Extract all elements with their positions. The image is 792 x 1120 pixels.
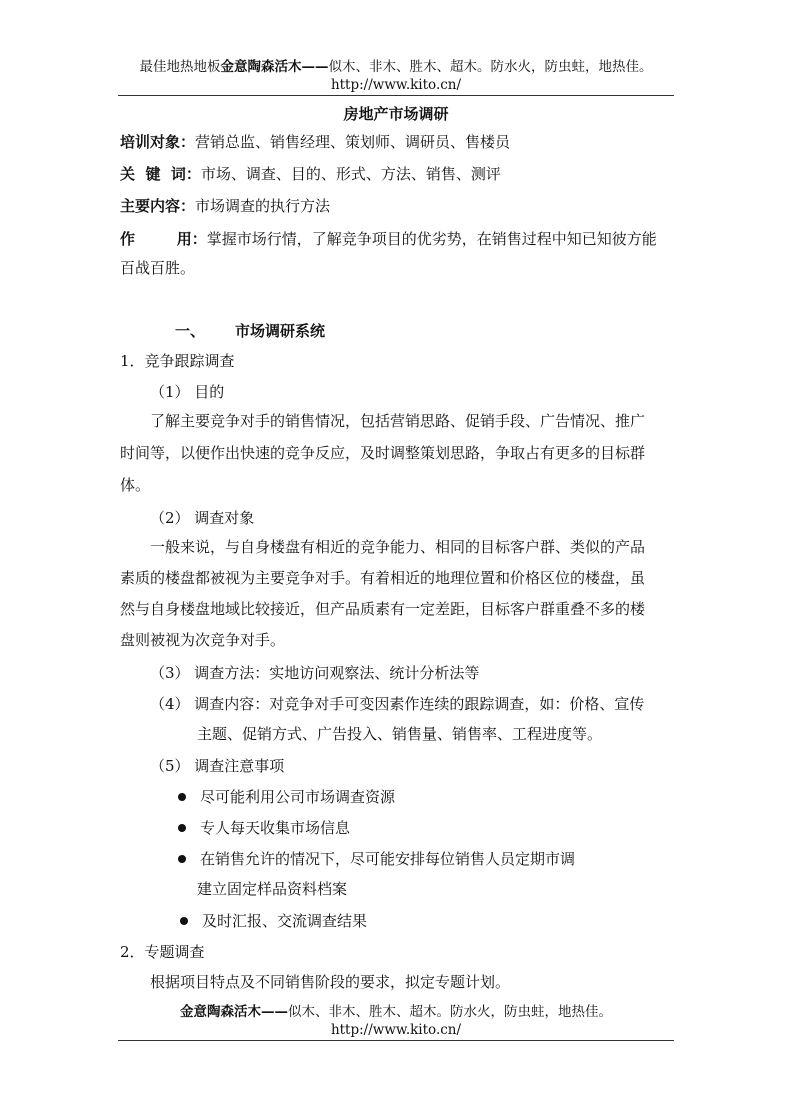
subitem-target: （2） 调查对象: [150, 509, 255, 527]
header-brand: 金意陶森活木——: [220, 59, 329, 75]
paragraph-line: 时间等，以便作出快速的竞争反应，及时调整策划思路，争取占有更多的目标群: [120, 444, 646, 462]
list-item-text: 在销售允许的情况下，尽可能安排每位销售人员定期市调: [200, 850, 576, 868]
subitem-method: （3） 调查方法：实地访问观察法、统计分析法等: [150, 664, 480, 682]
page-footer: [118, 1003, 674, 1021]
paragraph-line: 素质的楼盘都被视为主要竞争对手。有着相近的地理位置和价格区位的楼盘，虽: [120, 569, 646, 587]
subitem-purpose: （1） 目的: [150, 383, 225, 401]
paragraph-line: 一般来说，与自身楼盘有相近的竞争能力、相同的目标客户群、类似的产品: [150, 538, 646, 556]
paragraph-line: 然与自身楼盘地域比较接近，但产品质素有一定差距，目标客户群重叠不多的楼: [120, 600, 646, 618]
bullet-icon: [178, 793, 186, 801]
footer-slogan: 似木、非木、胜木、超木。防水火，防虫蛀，地热佳。: [288, 1004, 612, 1020]
paragraph-line: 根据项目特点及不同销售阶段的要求，拟定专题计划。: [150, 973, 511, 991]
subitem-content-cont: 主题、促销方式、广告投入、销售量、销售率、工程进度等。: [197, 725, 603, 743]
meta-value: 市场调查的执行方法: [195, 197, 331, 215]
meta-label: 主要内容：: [120, 197, 196, 215]
item-topic-survey: 2．专题调查: [120, 943, 205, 961]
document-title: 房地产市场调研: [343, 105, 449, 123]
meta-value: 市场、调查、目的、形式、方法、销售、测评: [200, 165, 501, 183]
meta-trainees: [120, 132, 510, 152]
list-item: [178, 787, 395, 807]
paragraph-line: 盘则被视为次竞争对手。: [120, 631, 286, 649]
list-item: [180, 911, 367, 931]
section-heading: [175, 321, 325, 341]
meta-purpose: [120, 229, 657, 249]
list-item: [178, 818, 350, 838]
meta-label: 培训对象：: [120, 133, 196, 151]
section-title: 市场调研系统: [235, 322, 326, 340]
footer-brand: 金意陶森活木——: [180, 1004, 288, 1020]
footer-url: http://www.kito.cn/: [330, 1022, 462, 1038]
meta-label: 作 用：: [120, 230, 207, 248]
list-item-text: 专人每天收集市场信息: [200, 819, 351, 837]
section-number: 一、: [175, 322, 206, 340]
subitem-notes: （5） 调查注意事项: [150, 757, 285, 775]
bullet-icon: [180, 917, 188, 925]
list-item-text: 尽可能利用公司市场调查资源: [200, 788, 396, 806]
header-rule: [118, 95, 674, 96]
meta-keywords: [120, 164, 501, 184]
meta-purpose-cont: 百战百胜。: [120, 259, 196, 277]
header-slogan: 似木、非木、胜木、超木。防水火，防虫蛀，地热佳。: [328, 59, 653, 75]
meta-label: 关 键 词：: [120, 165, 201, 183]
paragraph-line: 了解主要竞争对手的销售情况，包括营销思路、促销手段、广告情况、推广: [150, 412, 646, 430]
list-item-cont: 建立固定样品资料档案: [197, 880, 348, 898]
header-prefix: 最佳地热地板: [139, 59, 221, 75]
meta-value: 营销总监、销售经理、策划师、调研员、售楼员: [195, 133, 511, 151]
list-item: [178, 849, 575, 869]
bullet-icon: [178, 824, 186, 832]
paragraph-line: 体。: [120, 476, 151, 494]
list-item-text: 及时汇报、交流调查结果: [202, 912, 368, 930]
meta-content: [120, 196, 330, 216]
bullet-icon: [178, 855, 186, 863]
meta-value: 掌握市场行情，了解竞争项目的优劣势，在销售过程中知已知彼方能: [206, 230, 657, 248]
footer-rule: [118, 1040, 674, 1041]
subitem-content: （4） 调查内容：对竞争对手可变因素作连续的跟踪调查，如：价格、宣传: [150, 695, 645, 713]
page-header: [118, 58, 674, 76]
item-competition-tracking: 1．竞争跟踪调查: [120, 352, 235, 370]
header-url: http://www.kito.cn/: [330, 77, 462, 93]
